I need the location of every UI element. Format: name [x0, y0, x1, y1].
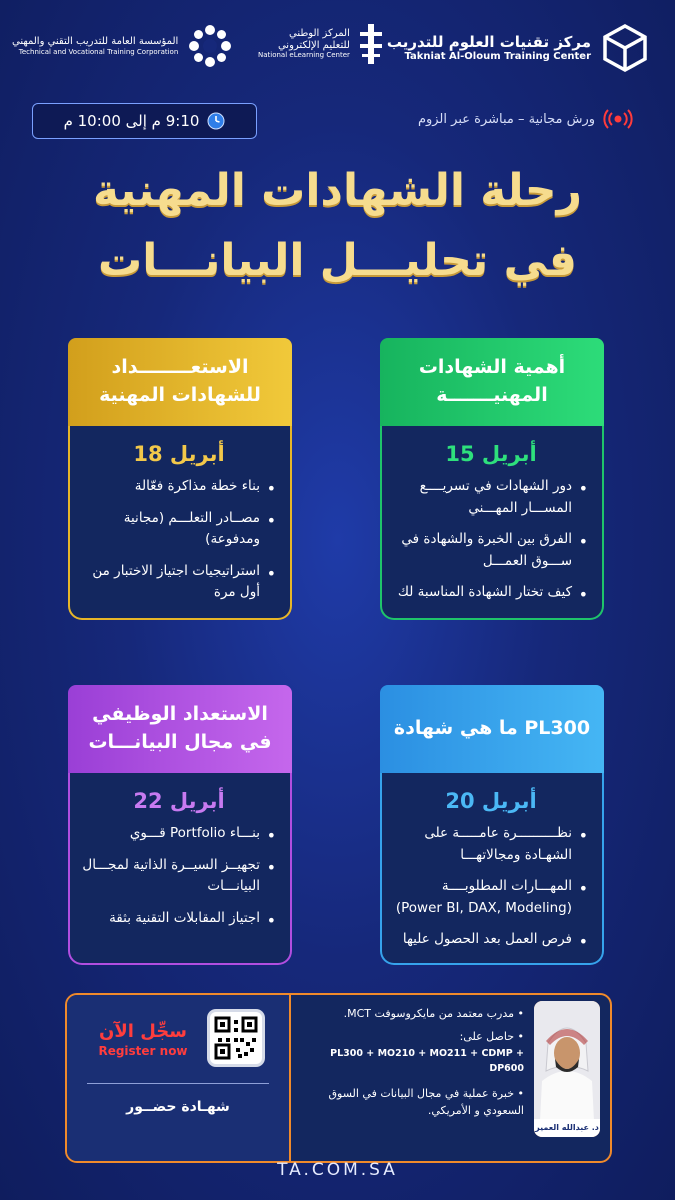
tvtc-name-ar: المؤسسة العامة للتدريب التقني والمهني [12, 36, 179, 48]
box-divider [289, 995, 291, 1161]
card-date: 15 أبريل [445, 442, 537, 466]
tvtc-flower-icon [186, 22, 234, 70]
title-line-2: في تحليـــل البيانـــات [98, 235, 577, 286]
tvtc-logo [12, 22, 234, 70]
workshop-card-3 [380, 685, 604, 965]
register-link[interactable] [81, 1021, 205, 1058]
card-item: • تجهيــز السيــرة الذاتية لمجـــال البيانـــات [82, 855, 276, 898]
workshop-card-1 [380, 338, 604, 620]
broadcast-icon [603, 108, 633, 130]
card-date: 20 أبريل [445, 789, 537, 813]
nelc-name-en: National eLearning Center [258, 51, 350, 60]
card-item: • استراتيجيات اجتياز الاختبار من أول مرة [82, 561, 276, 604]
card-item: • بناء خطة مذاكرة فعّالة [82, 476, 276, 498]
register-divider [87, 1083, 269, 1084]
card-title: الاستعــــــــداد للشهادات المهنية [68, 338, 292, 426]
card-item: • اجتياز المقابلات التقنية بثقة [82, 908, 276, 930]
trainer-certs: PL300 + MO210 + MO211 + CDMP + DP600 [330, 1048, 524, 1074]
card-item: • بنـــاء Portfolio قـــوي [82, 823, 276, 845]
title-line-1: رحلة الشهادات المهنية [93, 165, 582, 216]
register-panel [67, 995, 289, 1161]
trainer-bullet: • حاصل على: [459, 1030, 524, 1044]
center-name-en: Takniat Al-Oloum Training Center [404, 50, 591, 62]
trainer-name: د. عبدالله العمير [534, 1119, 600, 1137]
live-text: ورش مجانية – مباشرة عبر الزوم [417, 111, 595, 127]
trainer-bullet: • مدرب معتمد من مايكروسوفت MCT. [343, 1007, 524, 1020]
workshop-card-4 [68, 685, 292, 965]
card-item: • كيف تختار الشهادة المناسبة لك [394, 582, 588, 604]
card-item: • المهـــارات المطلوبــــة (Power BI, DAX, Modeling) [394, 876, 588, 919]
nelc-mark-icon [358, 22, 384, 66]
card-item: • فرص العمل بعد الحصول عليها [394, 929, 588, 951]
register-title-ar: سجِّل الآن [99, 1021, 187, 1042]
trainer-register-box [65, 993, 612, 1163]
center-name-ar: مركز تقنيات العلوم للتدريب [386, 32, 591, 51]
clock-icon [207, 112, 225, 130]
session-time: 9:10 م إلى 10:00 م [63, 112, 200, 130]
register-title-en: Register now [98, 1044, 188, 1058]
person-icon [534, 1001, 600, 1121]
live-indicator [418, 108, 633, 130]
register-qr-code[interactable] [210, 1012, 262, 1064]
nelc-name-ar-2: للتعليم الإلكتروني [277, 39, 350, 51]
card-item: • دور الشهادات في تسريــــع المســـار المهـــني [394, 476, 588, 519]
center-logo [387, 22, 651, 74]
qr-icon [210, 1012, 262, 1064]
trainer-bullet: • خبرة عملية في مجال البيانات في السوق السعودي و الأمريكي. [328, 1086, 524, 1117]
session-time-pill [32, 103, 257, 139]
nelc-name-ar-1: المركز الوطني [288, 28, 350, 40]
trainer-photo [534, 1001, 600, 1137]
trainer-info [299, 1005, 524, 1119]
card-title: الاستعداد الوظيفي في مجال البيانـــات [68, 685, 292, 773]
card-item: • نظــــــــــرة عامـــــة على الشهـادة ومجالاتهـــا [394, 823, 588, 866]
card-title: أهمية الشهادات المهنيـــــــة [380, 338, 604, 426]
tvtc-name-en: Technical and Vocational Training Corporation [18, 47, 179, 56]
card-title: ما هي شهادة PL300 [380, 685, 604, 773]
card-date: 18 أبريل [133, 442, 225, 466]
card-item: • الفرق بين الخبرة والشهادة في ســـوق العمـــل [394, 529, 588, 572]
card-date: 22 أبريل [133, 789, 225, 813]
card-item: • مصــادر التعلـــم (مجانية ومدفوعة) [82, 508, 276, 551]
certificate-label: شهـادة حضــور [126, 1099, 230, 1115]
workshop-card-2 [68, 338, 292, 620]
nelc-logo [258, 22, 384, 66]
cube-icon [599, 22, 651, 74]
footer-url[interactable]: TA.COM.SA [277, 1160, 398, 1180]
